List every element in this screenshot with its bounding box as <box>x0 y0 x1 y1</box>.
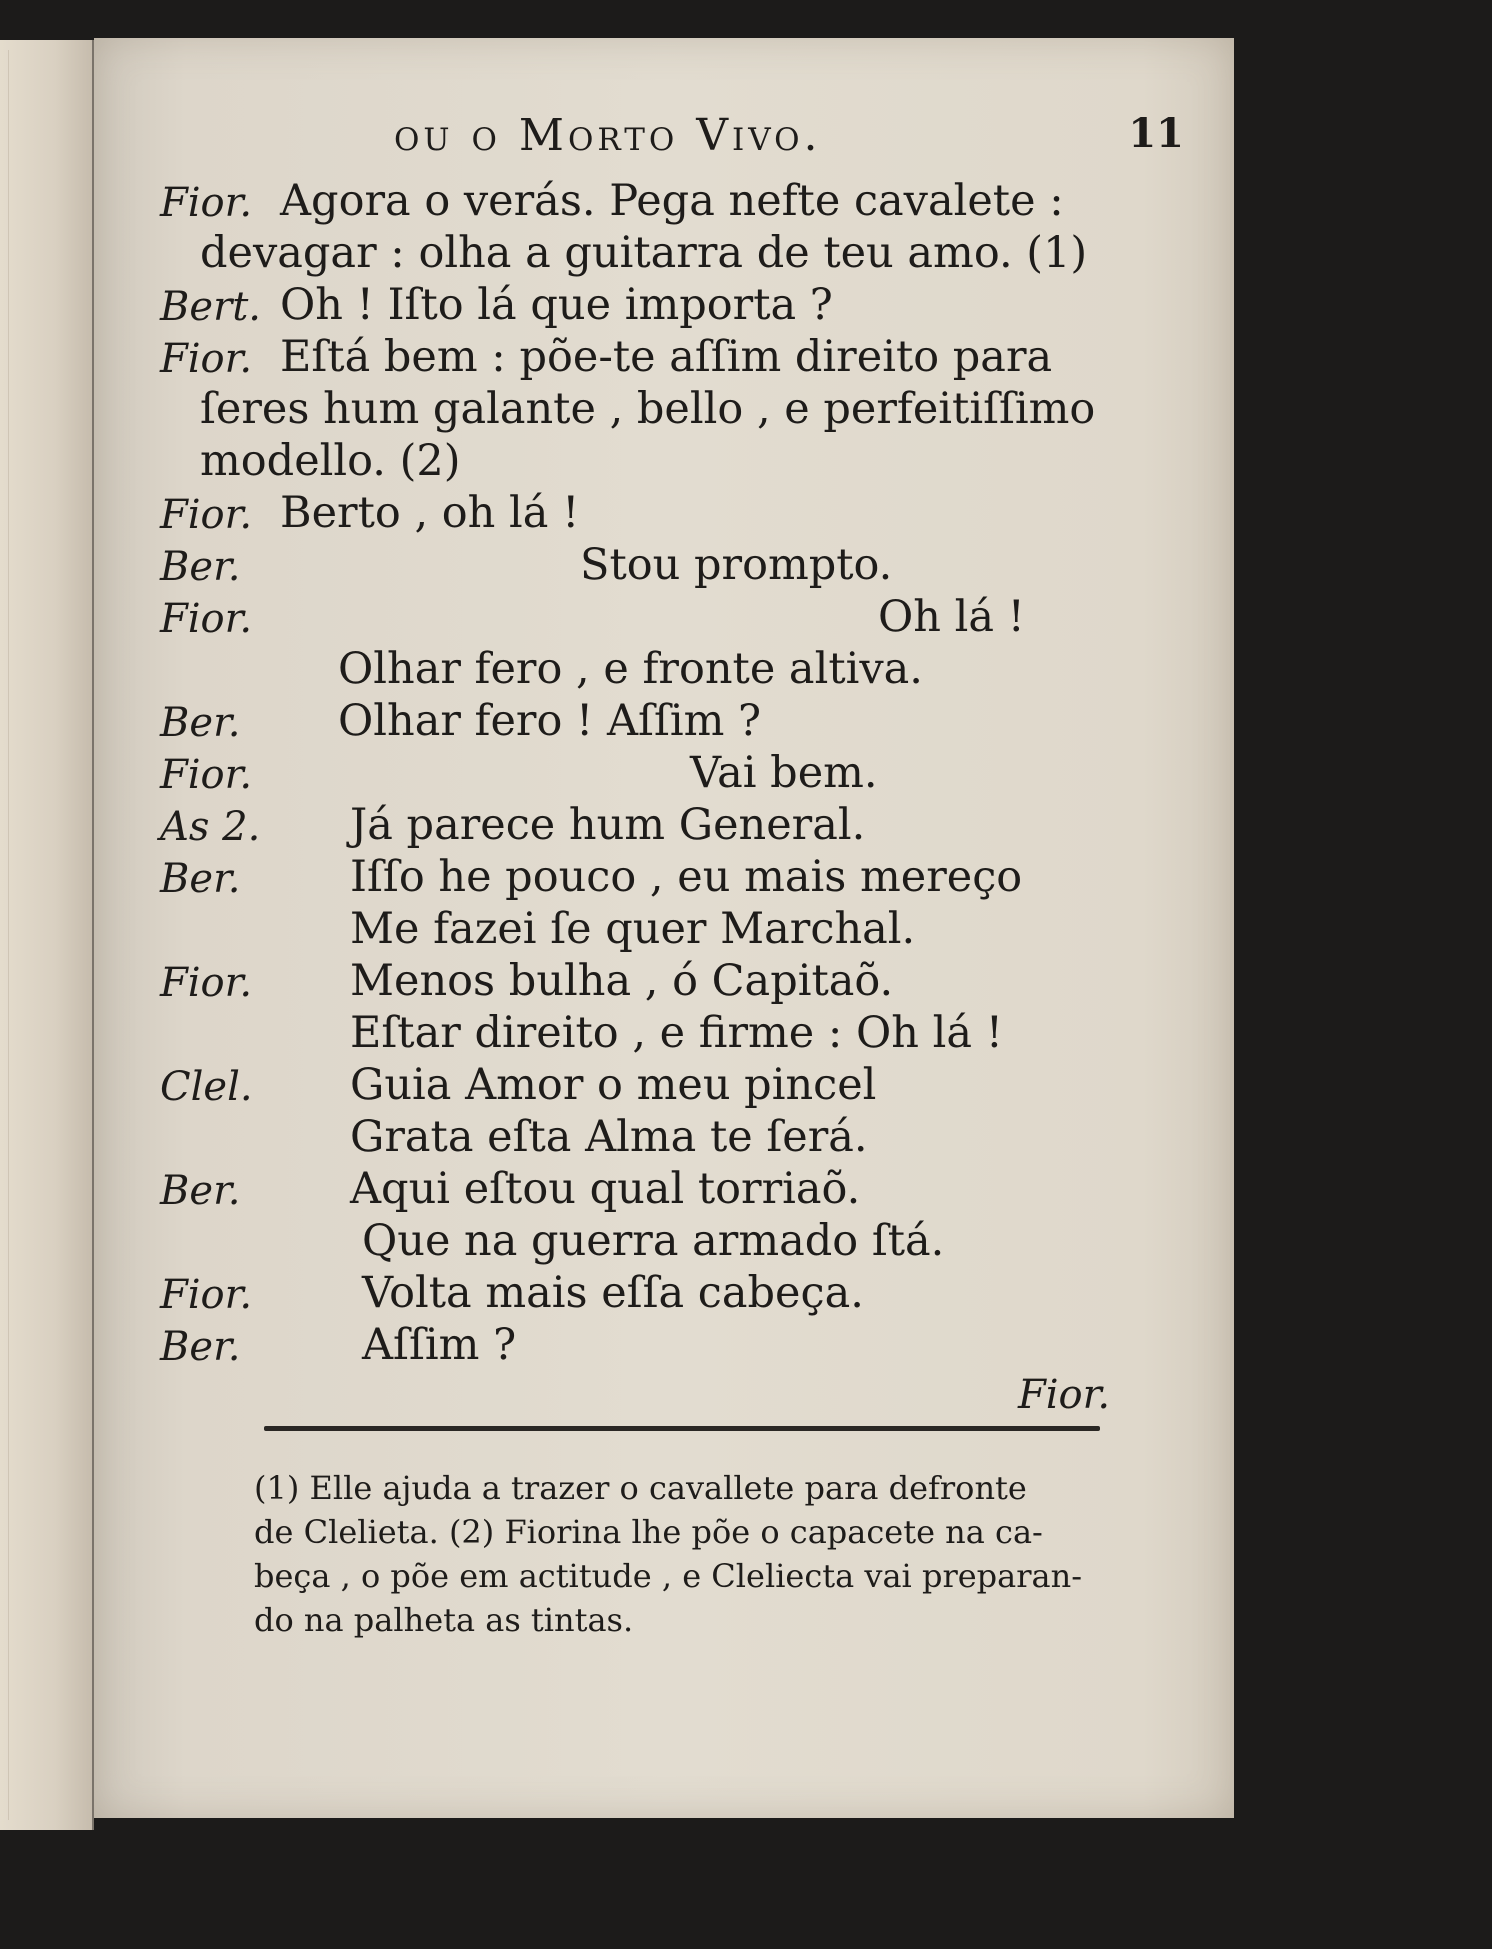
line-text: devagar : olha a guitarra de teu amo. (1) <box>200 228 1088 278</box>
dialogue-line <box>94 800 1234 852</box>
line-text: Vai bem. <box>690 748 878 798</box>
line-text: Eſtá bem : põe-te aſſim direito para <box>280 332 1053 382</box>
line-text: Agora o verás. Pega nefte cavalete : <box>280 176 1064 226</box>
dialogue-line <box>94 540 1234 592</box>
dialogue-line <box>94 332 1234 384</box>
dialogue-line <box>94 280 1234 332</box>
dialogue-line <box>94 644 1234 696</box>
dialogue-line <box>94 436 1234 488</box>
dialogue-line <box>94 852 1234 904</box>
dialogue-line <box>94 592 1234 644</box>
dialogue-line <box>94 1320 1234 1372</box>
dialogue-line <box>94 1268 1234 1320</box>
dialogue-line <box>94 748 1234 800</box>
catchword-text: Fior. <box>1018 1372 1111 1418</box>
line-text: Olhar fero ! Aſſim ? <box>338 696 762 746</box>
dialogue-line <box>94 228 1234 280</box>
speaker-label: Fior. <box>160 336 253 382</box>
speaker-label: Fior. <box>160 752 253 798</box>
footnote-line: beça , o põe em actitude , e Cleliecta vai preparan- <box>254 1557 1083 1595</box>
line-text: Guia Amor o meu pincel <box>350 1060 877 1110</box>
speaker-label: Fior. <box>160 960 253 1006</box>
line-text: modello. (2) <box>200 436 461 486</box>
footnote-line: de Clelieta. (2) Fiorina lhe põe o capacete na ca- <box>254 1513 1043 1551</box>
dialogue-line <box>94 696 1234 748</box>
line-text: Stou prompto. <box>580 540 893 590</box>
line-text: Oh ! Iſto lá que importa ? <box>280 280 833 330</box>
speaker-label: Ber. <box>160 856 241 902</box>
speaker-label: Ber. <box>160 1324 241 1370</box>
speaker-label: As 2. <box>160 804 261 850</box>
speaker-label: Fior. <box>160 1272 253 1318</box>
speaker-label: Ber. <box>160 1168 241 1214</box>
line-text: Aſſim ? <box>362 1320 517 1370</box>
line-text: Aqui eſtou qual torriaõ. <box>350 1164 861 1214</box>
speaker-label: Clel. <box>160 1064 253 1110</box>
speaker-label: Bert. <box>160 284 261 330</box>
footnote-line: (1) Elle ajuda a trazer o cavallete para defronte <box>254 1469 1027 1507</box>
line-text: Olhar fero , e fronte altiva. <box>338 644 923 694</box>
dialogue-line <box>94 1112 1234 1164</box>
facing-page-edge <box>0 40 94 1830</box>
speaker-label: Fior. <box>160 596 253 642</box>
speaker-label: Fior. <box>160 492 253 538</box>
footnote-line: do na palheta as tintas. <box>254 1601 634 1639</box>
dialogue-line <box>94 1216 1234 1268</box>
line-text: Grata eſta Alma te ſerá. <box>350 1112 868 1162</box>
footnote-rule <box>264 1426 1100 1431</box>
speaker-label: Ber. <box>160 544 241 590</box>
dialogue-line <box>94 956 1234 1008</box>
facing-page-margin <box>8 50 87 1820</box>
line-text: Iſſo he pouco , eu mais mereço <box>350 852 1023 902</box>
line-text: Oh lá ! <box>878 592 1025 642</box>
line-text: Que na guerra armado ſtá. <box>362 1216 945 1266</box>
line-text: Volta mais eſſa cabeça. <box>362 1268 864 1318</box>
line-text: Eſtar direito , e firme : Oh lá ! <box>350 1008 1003 1058</box>
speaker-label: Fior. <box>160 180 253 226</box>
dialogue-line <box>94 176 1234 228</box>
dialogue-line <box>94 488 1234 540</box>
dialogue-line <box>94 904 1234 956</box>
line-text: Berto , oh lá ! <box>280 488 580 538</box>
book-page <box>94 38 1234 1818</box>
dialogue-line <box>94 1060 1234 1112</box>
dialogue-line <box>94 1008 1234 1060</box>
line-text: ſeres hum galante , bello , e perfeitiſſimo <box>200 384 1096 434</box>
page-number: 11 <box>1128 110 1184 157</box>
running-title: ou o Morto Vivo. <box>394 110 822 161</box>
dialogue-line <box>94 1164 1234 1216</box>
page-header <box>394 110 1184 180</box>
line-text: Já parece hum General. <box>350 800 866 850</box>
dialogue-line <box>94 384 1234 436</box>
line-text: Me fazei ſe quer Marchal. <box>350 904 916 954</box>
line-text: Menos bulha , ó Capitaõ. <box>350 956 894 1006</box>
speaker-label: Ber. <box>160 700 241 746</box>
